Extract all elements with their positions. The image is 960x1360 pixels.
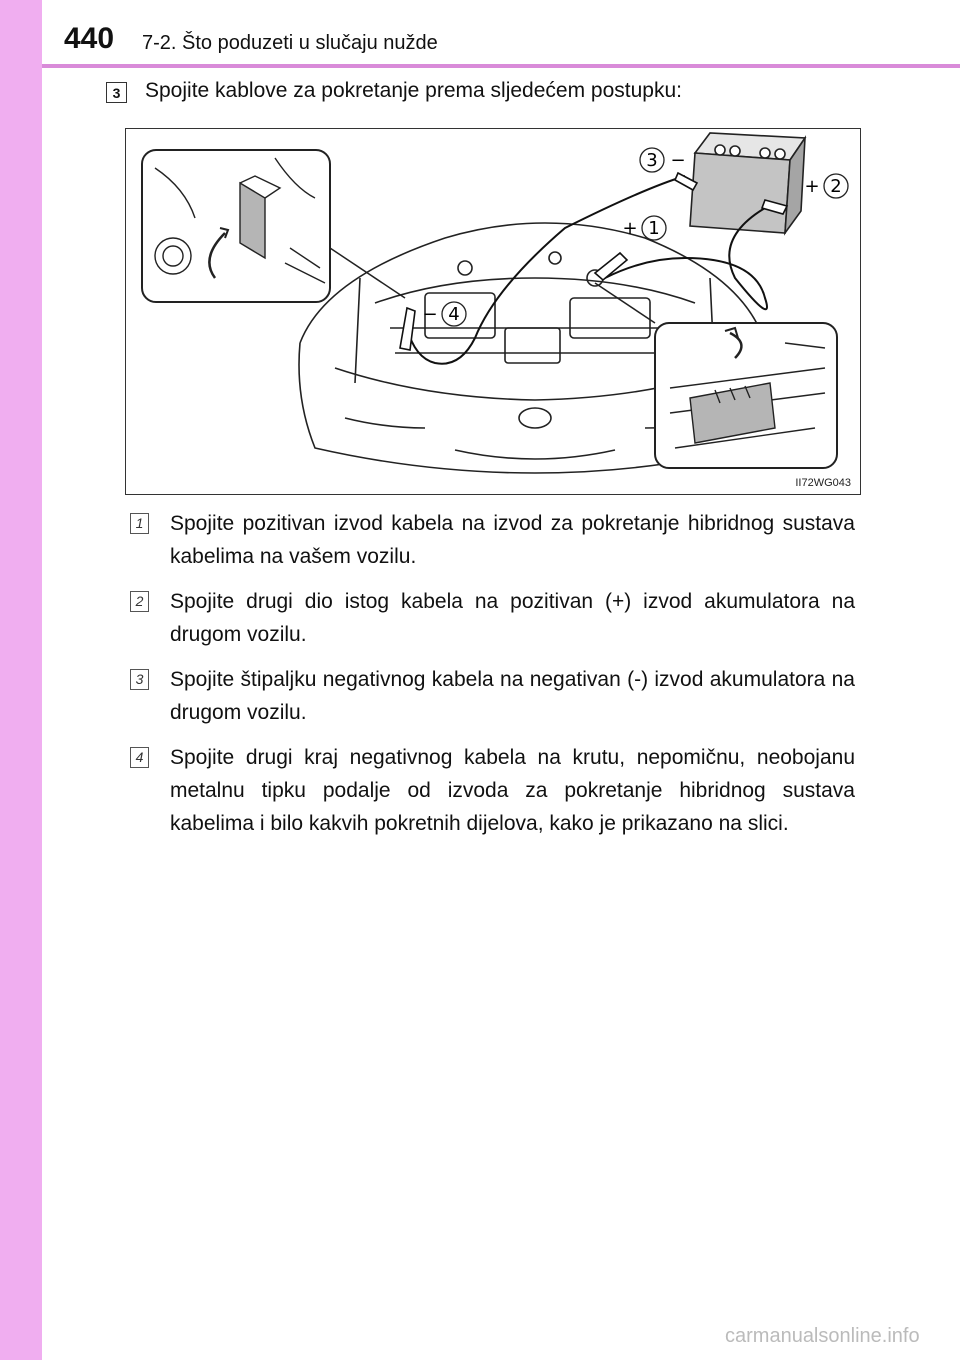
instruction-item-4: [130, 741, 855, 840]
instruction-item-1: [130, 507, 855, 573]
svg-text:1: 1: [648, 218, 660, 239]
step-number-box: 3: [106, 82, 127, 103]
jump-start-illustration: [125, 128, 861, 495]
svg-text:3: 3: [646, 150, 658, 171]
minus-symbol-3: −: [670, 150, 686, 171]
donor-battery: [690, 133, 805, 233]
step-text: Spojite kablove za pokretanje prema sljedećem postupku:: [145, 79, 682, 102]
instruction-item-3: [130, 663, 855, 729]
instruction-text-2: Spojite drugi dio istog kabela na pozitivan (+) izvod akumulatora na drugom vozilu.: [170, 590, 855, 646]
instruction-number-1: 1: [130, 513, 149, 534]
figure-code: II72WG043: [795, 477, 851, 489]
instruction-number-2: 2: [130, 591, 149, 612]
inset-left: [142, 150, 330, 302]
watermark: carmanualsonline.info: [725, 1325, 920, 1347]
instruction-text-3: Spojite štipaljku negativnog kabela na negativan (-) izvod akumulatora na drugom vozilu.: [170, 668, 855, 724]
section-title: 7-2. Što poduzeti u slučaju nužde: [142, 32, 438, 54]
page-header: [42, 0, 960, 64]
instruction-item-2: [130, 585, 855, 651]
page-number: 440: [64, 22, 115, 55]
instruction-text-4: Spojite drugi kraj negativnog kabela na krutu, nepomičnu, neobojanu metalnu tipku podalje od izvoda za pokretanje hibridnog sustava kabelima i bilo kakvih pokretnih dijelova, kako je prikazano na slici.: [170, 746, 855, 835]
plus-symbol-2: +: [804, 176, 820, 197]
minus-symbol-4: −: [422, 304, 438, 325]
svg-text:2: 2: [830, 176, 842, 197]
header-rule: [42, 64, 960, 68]
plus-symbol-1: +: [622, 218, 638, 239]
instruction-text-1: Spojite pozitivan izvod kabela na izvod za pokretanje hibridnog sustava kabelima na vašem vozilu.: [170, 512, 855, 568]
page-side-tab: [0, 0, 42, 1360]
instruction-number-4: 4: [130, 747, 149, 768]
instruction-number-3: 3: [130, 669, 149, 690]
instruction-list: [130, 507, 855, 852]
svg-text:4: 4: [448, 304, 460, 325]
